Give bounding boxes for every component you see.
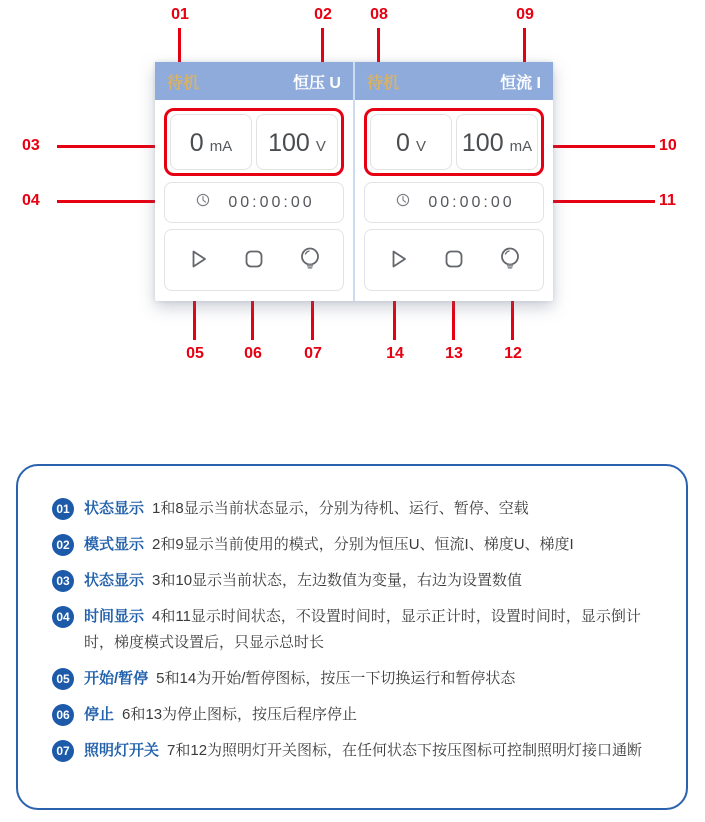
callout-label-03: 03 xyxy=(22,137,40,154)
play-icon xyxy=(182,243,214,278)
stop-button[interactable] xyxy=(438,243,470,278)
channel-panel-left xyxy=(155,62,353,301)
callout-label-14: 14 xyxy=(386,345,404,362)
legend-desc: 4和11显示时间状态，不设置时间时，显示正计时，设置时间时，显示倒计时，梯度模式设置后，只显示总时长 xyxy=(84,608,641,651)
mode-label: 恒压 U xyxy=(292,74,341,92)
legend-badge: 07 xyxy=(52,740,74,762)
legend-item xyxy=(52,532,658,558)
callout-label-10: 10 xyxy=(659,137,677,154)
play-icon xyxy=(382,243,414,278)
set-value-display xyxy=(456,114,538,170)
lamp-button[interactable] xyxy=(294,243,326,278)
legend-term: 状态显示 xyxy=(84,572,145,589)
button-bar xyxy=(364,229,544,291)
legend-term: 模式显示 xyxy=(84,536,145,553)
time-value: 00:00:00 xyxy=(428,193,515,211)
value-display-group xyxy=(164,108,344,176)
callout-label-02: 02 xyxy=(314,6,332,23)
legend-desc: 1和8显示当前状态显示，分别为待机、运行、暂停、空载 xyxy=(152,500,529,517)
legend-item xyxy=(52,604,658,656)
measured-unit: V xyxy=(415,138,426,155)
legend-badge: 03 xyxy=(52,570,74,592)
set-unit: mA xyxy=(509,138,533,155)
set-unit: V xyxy=(315,138,326,155)
clock-icon xyxy=(393,190,413,215)
legend-item xyxy=(52,738,658,764)
clock-icon xyxy=(193,190,213,215)
value-display-group xyxy=(364,108,544,176)
device-screen xyxy=(155,62,553,301)
callout-label-07: 07 xyxy=(304,345,322,362)
callout-label-09: 09 xyxy=(516,6,534,23)
legend-item xyxy=(52,568,658,594)
stop-button[interactable] xyxy=(238,243,270,278)
measured-value-display xyxy=(370,114,452,170)
legend-badge: 02 xyxy=(52,534,74,556)
callout-line-03 xyxy=(57,145,159,148)
stop-icon xyxy=(238,243,270,278)
legend-term: 照明灯开关 xyxy=(84,742,160,759)
legend-desc: 6和13为停止图标，按压后程序停止 xyxy=(122,706,358,723)
measured-unit: mA xyxy=(209,138,233,155)
channel-panel-right xyxy=(355,62,553,301)
callout-label-05: 05 xyxy=(186,345,204,362)
button-bar xyxy=(164,229,344,291)
legend-term: 时间显示 xyxy=(84,608,145,625)
callout-label-08: 08 xyxy=(370,6,388,23)
callout-label-04: 04 xyxy=(22,192,40,209)
status-label: 待机 xyxy=(367,74,400,92)
start-pause-button[interactable] xyxy=(382,243,414,278)
legend-term: 状态显示 xyxy=(84,500,145,517)
legend-desc: 5和14为开始/暂停图标，按压一下切换运行和暂停状态 xyxy=(156,670,516,687)
set-value: 100 xyxy=(461,129,504,157)
lamp-icon xyxy=(494,243,526,278)
callout-label-12: 12 xyxy=(504,345,522,362)
legend-desc: 7和12为照明灯开关图标，在任何状态下按压图标可控制照明灯接口通断 xyxy=(167,742,643,759)
callout-label-13: 13 xyxy=(445,345,463,362)
legend-item xyxy=(52,702,658,728)
stop-icon xyxy=(438,243,470,278)
callout-line-10 xyxy=(551,145,655,148)
legend-item xyxy=(52,496,658,522)
legend-badge: 05 xyxy=(52,668,74,690)
legend-box xyxy=(16,464,688,810)
time-value: 00:00:00 xyxy=(228,193,315,211)
panel-header xyxy=(355,62,553,100)
set-value: 100 xyxy=(268,129,310,157)
set-value-display xyxy=(256,114,338,170)
measured-value: 0 xyxy=(396,129,410,157)
legend-desc: 3和10显示当前状态，左边数值为变量，右边为设置数值 xyxy=(152,572,523,589)
legend-badge: 01 xyxy=(52,498,74,520)
callout-label-11: 11 xyxy=(659,192,676,209)
callout-label-01: 01 xyxy=(171,6,189,23)
mode-label: 恒流 I xyxy=(500,74,541,92)
legend-badge: 06 xyxy=(52,704,74,726)
callout-label-06: 06 xyxy=(244,345,262,362)
callout-line-11 xyxy=(546,200,655,203)
legend-item xyxy=(52,666,658,692)
lamp-icon xyxy=(294,243,326,278)
measured-value-display xyxy=(170,114,252,170)
callout-line-04 xyxy=(57,200,164,203)
legend-term: 停止 xyxy=(84,706,115,723)
legend-badge: 04 xyxy=(52,606,74,628)
start-pause-button[interactable] xyxy=(182,243,214,278)
time-display xyxy=(364,182,544,223)
lamp-button[interactable] xyxy=(494,243,526,278)
status-label: 待机 xyxy=(167,74,200,92)
legend-desc: 2和9显示当前使用的模式，分别为恒压U、恒流I、梯度U、梯度I xyxy=(152,536,574,553)
time-display xyxy=(164,182,344,223)
legend-term: 开始/暂停 xyxy=(84,670,149,687)
panel-header xyxy=(155,62,353,100)
measured-value: 0 xyxy=(189,129,204,157)
